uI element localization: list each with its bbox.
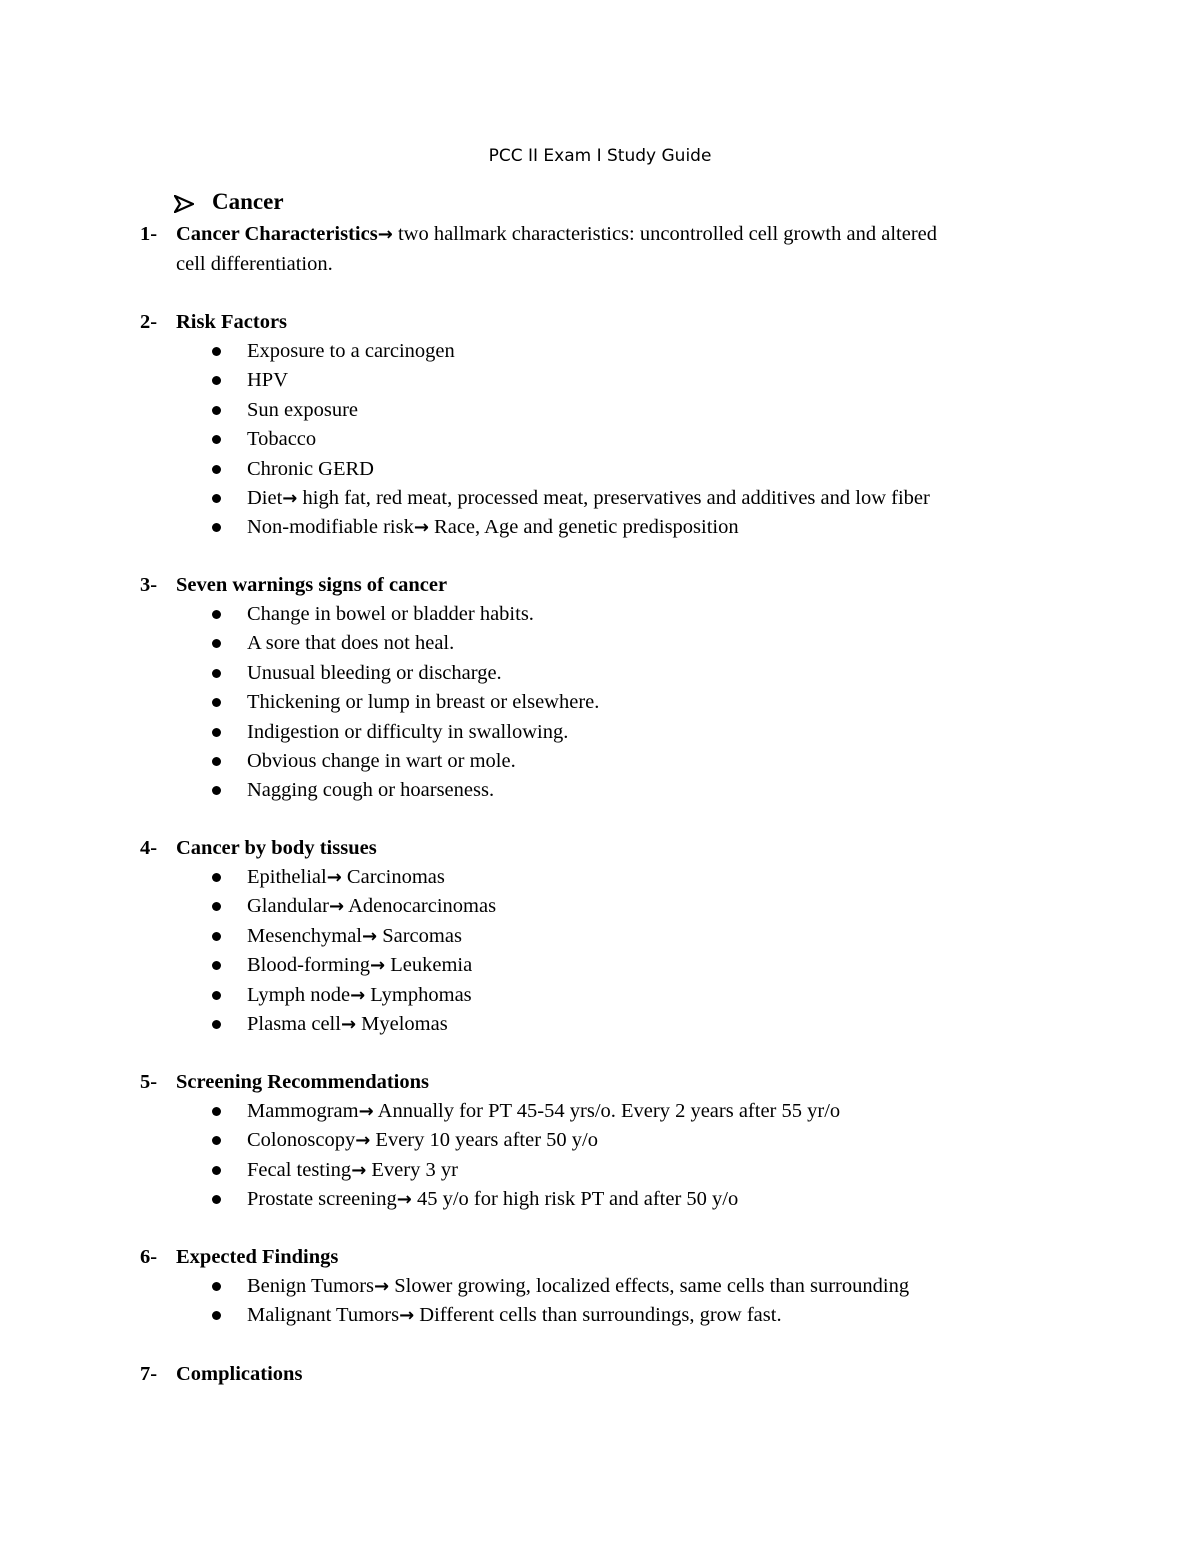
list-item-label: Lymph node	[247, 983, 351, 1006]
right-arrow-icon: →	[355, 1130, 371, 1152]
list-item-text	[247, 1271, 909, 1302]
list-item-label: Colonoscopy	[247, 1129, 356, 1152]
right-arrow-icon: →	[370, 955, 386, 977]
list-item	[212, 950, 1112, 980]
list-item-label: Epithelial	[247, 866, 327, 888]
item-text-continuation: cell differentiation.	[176, 253, 333, 275]
list-item-detail: Leukemia	[385, 954, 473, 977]
list-item-detail: Lymphomas	[365, 983, 472, 1006]
item-heading: Cancer by body tissues	[176, 837, 377, 859]
list-item-text	[247, 1096, 840, 1127]
list-item-label: Mammogram	[247, 1100, 359, 1122]
list-item	[212, 1096, 1112, 1126]
right-arrow-icon: →	[374, 1276, 390, 1297]
list-item-label: Blood-forming	[247, 954, 370, 977]
list-item-label: Obvious change in wart or mole.	[247, 750, 516, 772]
list-item	[212, 454, 1112, 484]
list-item-detail: Annually for PT 45-54 yrs/o. Every 2 years after 55 yr/o	[373, 1100, 841, 1122]
list-item-label: Benign Tumors	[247, 1275, 375, 1297]
bullet-dot-icon	[212, 465, 221, 474]
item-heading: Expected Findings	[176, 1246, 339, 1268]
item-number: 6-	[140, 1246, 158, 1268]
list-item-text	[247, 599, 534, 629]
bullet-dot-icon	[212, 1311, 221, 1320]
list-item-label: Diet	[247, 487, 283, 509]
list-item-label: Change in bowel or bladder habits.	[247, 603, 534, 625]
list-item-label: Sun exposure	[247, 398, 359, 421]
list-item-label: A sore that does not heal.	[247, 632, 455, 655]
list-item	[212, 775, 1112, 805]
list-item	[212, 512, 1112, 542]
list-item-text	[247, 336, 455, 366]
list-item-detail: Myelomas	[356, 1013, 448, 1035]
list-item	[212, 687, 1112, 717]
list-item	[212, 921, 1112, 951]
right-arrow-icon: →	[358, 1101, 374, 1122]
list-item-label: Mesenchymal	[247, 924, 362, 947]
bullet-dot-icon	[212, 1020, 221, 1029]
list-item-detail: 45 y/o for high risk PT and after 50 y/o	[411, 1188, 739, 1211]
bullet-dot-icon	[212, 991, 221, 1000]
bullet-dot-icon	[212, 1166, 221, 1175]
item-heading: Screening Recommendations	[176, 1071, 430, 1093]
list-item	[212, 483, 1112, 513]
list-item-detail: Sarcomas	[377, 924, 462, 947]
bullet-dot-icon	[212, 376, 221, 385]
list-item-text	[247, 1155, 458, 1186]
list-item-text	[247, 775, 494, 805]
bullet-dot-icon	[212, 639, 221, 648]
list-item-text	[247, 862, 445, 893]
list-item-detail: Race, Age and genetic predisposition	[428, 516, 739, 539]
bullet-dot-icon	[212, 786, 221, 795]
list-item-text	[247, 1125, 598, 1156]
list-item-label: Malignant Tumors	[247, 1304, 400, 1327]
bullet-dot-icon	[212, 873, 221, 882]
list-item	[212, 658, 1112, 688]
list-item-label: Thickening or lump in breast or elsewhere.	[247, 691, 600, 714]
bullet-dot-icon	[212, 1107, 221, 1116]
bullet-dot-icon	[212, 610, 221, 619]
list-item	[212, 336, 1112, 366]
list-item	[212, 980, 1112, 1010]
list-item-text	[247, 365, 288, 395]
item-heading: Complications	[176, 1363, 303, 1385]
list-item-text	[247, 454, 374, 484]
list-item	[212, 395, 1112, 425]
item-heading-label: Cancer Characteristics	[176, 223, 378, 245]
list-item-text	[247, 512, 739, 543]
list-item	[212, 717, 1112, 747]
bullet-dot-icon	[212, 728, 221, 737]
list-item	[212, 1184, 1112, 1214]
bullet-dot-icon	[212, 523, 221, 532]
section-label: Cancer	[212, 189, 284, 214]
list-item	[212, 1271, 1112, 1301]
item-number: 1-	[140, 223, 158, 245]
bullet-dot-icon	[212, 932, 221, 941]
list-item-text	[247, 658, 502, 688]
item-number: 7-	[140, 1363, 158, 1385]
bullet-dot-icon	[212, 961, 221, 970]
list-item-label: Prostate screening	[247, 1188, 397, 1211]
list-item-text	[247, 395, 358, 425]
bullet-dot-icon	[212, 902, 221, 911]
list-item-detail: Different cells than surroundings, grow fast.	[414, 1304, 782, 1327]
right-arrow-icon: →	[340, 1014, 357, 1035]
right-arrow-icon: →	[377, 224, 393, 245]
list-item-text	[247, 483, 930, 514]
list-item	[212, 1155, 1112, 1185]
item-number: 2-	[140, 311, 158, 333]
list-item-text	[247, 891, 496, 922]
list-item-text	[247, 950, 472, 981]
list-item-label: HPV	[247, 369, 289, 392]
right-arrow-icon: →	[399, 1305, 415, 1327]
right-arrow-icon: →	[326, 867, 342, 888]
list-item-detail: Adenocarcinomas	[344, 895, 497, 918]
bullet-dot-icon	[212, 1136, 221, 1145]
document-title: PCC II Exam I Study Guide	[488, 146, 712, 166]
bullet-dot-icon	[212, 406, 221, 415]
bullet-dot-icon	[212, 494, 221, 503]
list-item	[212, 862, 1112, 892]
item-heading: Risk Factors	[176, 311, 288, 333]
item-number: 3-	[140, 574, 158, 596]
list-item	[212, 891, 1112, 921]
list-item-text	[247, 921, 462, 952]
bullet-dot-icon	[212, 669, 221, 678]
list-item-label: Glandular	[247, 895, 329, 918]
right-arrow-icon: →	[328, 896, 345, 918]
list-item	[212, 424, 1112, 454]
list-item-detail: Every 10 years after 50 y/o	[370, 1129, 598, 1152]
bullet-dot-icon	[212, 698, 221, 707]
list-item-label: Plasma cell	[247, 1013, 341, 1035]
bullet-dot-icon	[212, 1195, 221, 1204]
list-item-text	[247, 687, 599, 717]
item-text: two hallmark characteristics: uncontrolled cell growth and altered	[392, 223, 937, 245]
list-item-text	[247, 1184, 738, 1215]
list-item-text	[247, 746, 516, 776]
bullet-dot-icon	[212, 1282, 221, 1291]
list-item-detail: Slower growing, localized effects, same cells than surrounding	[389, 1275, 910, 1297]
list-item	[212, 1125, 1112, 1155]
item-number: 4-	[140, 837, 158, 859]
list-item-text	[247, 717, 568, 747]
right-arrow-icon: →	[396, 1189, 412, 1211]
list-item	[212, 746, 1112, 776]
right-arrow-icon: →	[282, 488, 298, 509]
right-arrow-icon: →	[351, 1159, 367, 1181]
list-item-text	[247, 1009, 448, 1040]
right-arrow-icon: →	[350, 984, 366, 1006]
list-item	[212, 628, 1112, 658]
item-number: 5-	[140, 1071, 158, 1093]
list-item-label: Tobacco	[247, 428, 317, 451]
list-item-detail: Carcinomas	[341, 866, 445, 888]
list-item-detail: Every 3 yr	[366, 1158, 458, 1181]
list-item	[212, 1009, 1112, 1039]
bullet-dot-icon	[212, 757, 221, 766]
list-item-detail: high fat, red meat, processed meat, preservatives and additives and low fiber	[297, 487, 930, 509]
list-item-text	[247, 424, 316, 454]
list-item	[212, 365, 1112, 395]
list-item-label: Fecal testing	[247, 1158, 352, 1181]
list-item-label: Chronic GERD	[247, 457, 374, 480]
list-item-text	[247, 1300, 782, 1331]
list-item-text	[247, 980, 472, 1011]
list-item-label: Exposure to a carcinogen	[247, 340, 455, 362]
bullet-dot-icon	[212, 435, 221, 444]
right-arrow-icon: →	[362, 925, 378, 947]
list-item	[212, 599, 1112, 629]
list-item-label: Unusual bleeding or discharge.	[247, 661, 502, 684]
arrowhead-bullet-icon	[174, 195, 194, 213]
list-item-label: Nagging cough or hoarseness.	[247, 779, 495, 802]
list-item	[212, 1300, 1112, 1330]
bullet-dot-icon	[212, 347, 221, 356]
list-item-text	[247, 628, 454, 658]
list-item-label: Indigestion or difficulty in swallowing.	[247, 720, 569, 743]
item-heading	[176, 219, 937, 250]
list-item-label: Non-modifiable risk	[247, 516, 414, 539]
item-heading: Seven warnings signs of cancer	[176, 574, 448, 596]
right-arrow-icon: →	[413, 517, 429, 539]
